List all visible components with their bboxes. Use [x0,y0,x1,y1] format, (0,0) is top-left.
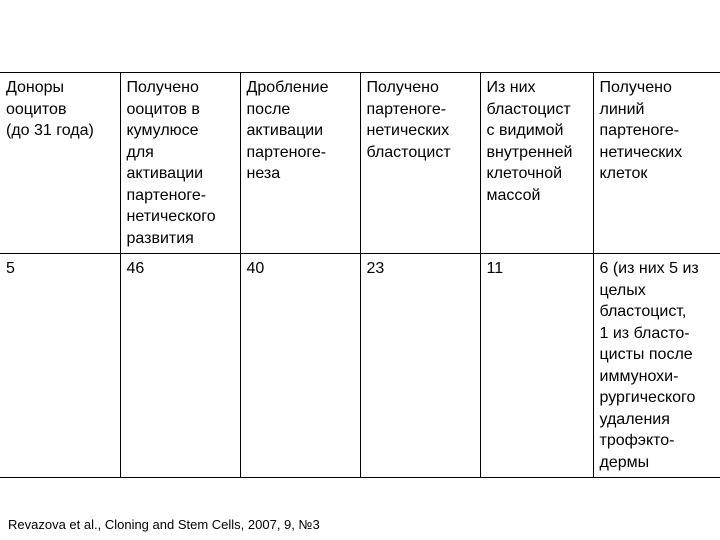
cell-oocyte-donors: 5 [0,254,120,478]
table-header-row [0,73,720,254]
header-blastocysts-with-icm: Из них бластоцист с видимой внутренней клеточной массой [480,73,593,254]
parthenogenesis-results-table [0,72,720,478]
header-cleavage: Дробление после активации партеноге- неза [240,73,360,254]
citation: Revazova et al., Cloning and Stem Cells, 2007, 9, №3 [8,517,320,532]
table-row [0,254,720,478]
cell-cleavage: 40 [240,254,360,478]
cell-cell-lines-obtained: 6 (из них 5 из целых бластоцист, 1 из бласто- цисты после иммунохи- рургического удаления трофэкто- дермы [593,254,720,478]
cell-blastocysts-with-icm: 11 [480,254,593,478]
cell-blastocysts-obtained: 23 [360,254,480,478]
header-oocyte-donors: Доноры ооцитов (до 31 года) [0,73,120,254]
header-cell-lines-obtained: Получено линий партеноге- нетических клеток [593,73,720,254]
cell-oocytes-obtained: 46 [120,254,240,478]
header-oocytes-obtained: Получено ооцитов в кумулюсе для активации партеноге- нетического развития [120,73,240,254]
header-blastocysts-obtained: Получено партеноге- нетических бластоцист [360,73,480,254]
